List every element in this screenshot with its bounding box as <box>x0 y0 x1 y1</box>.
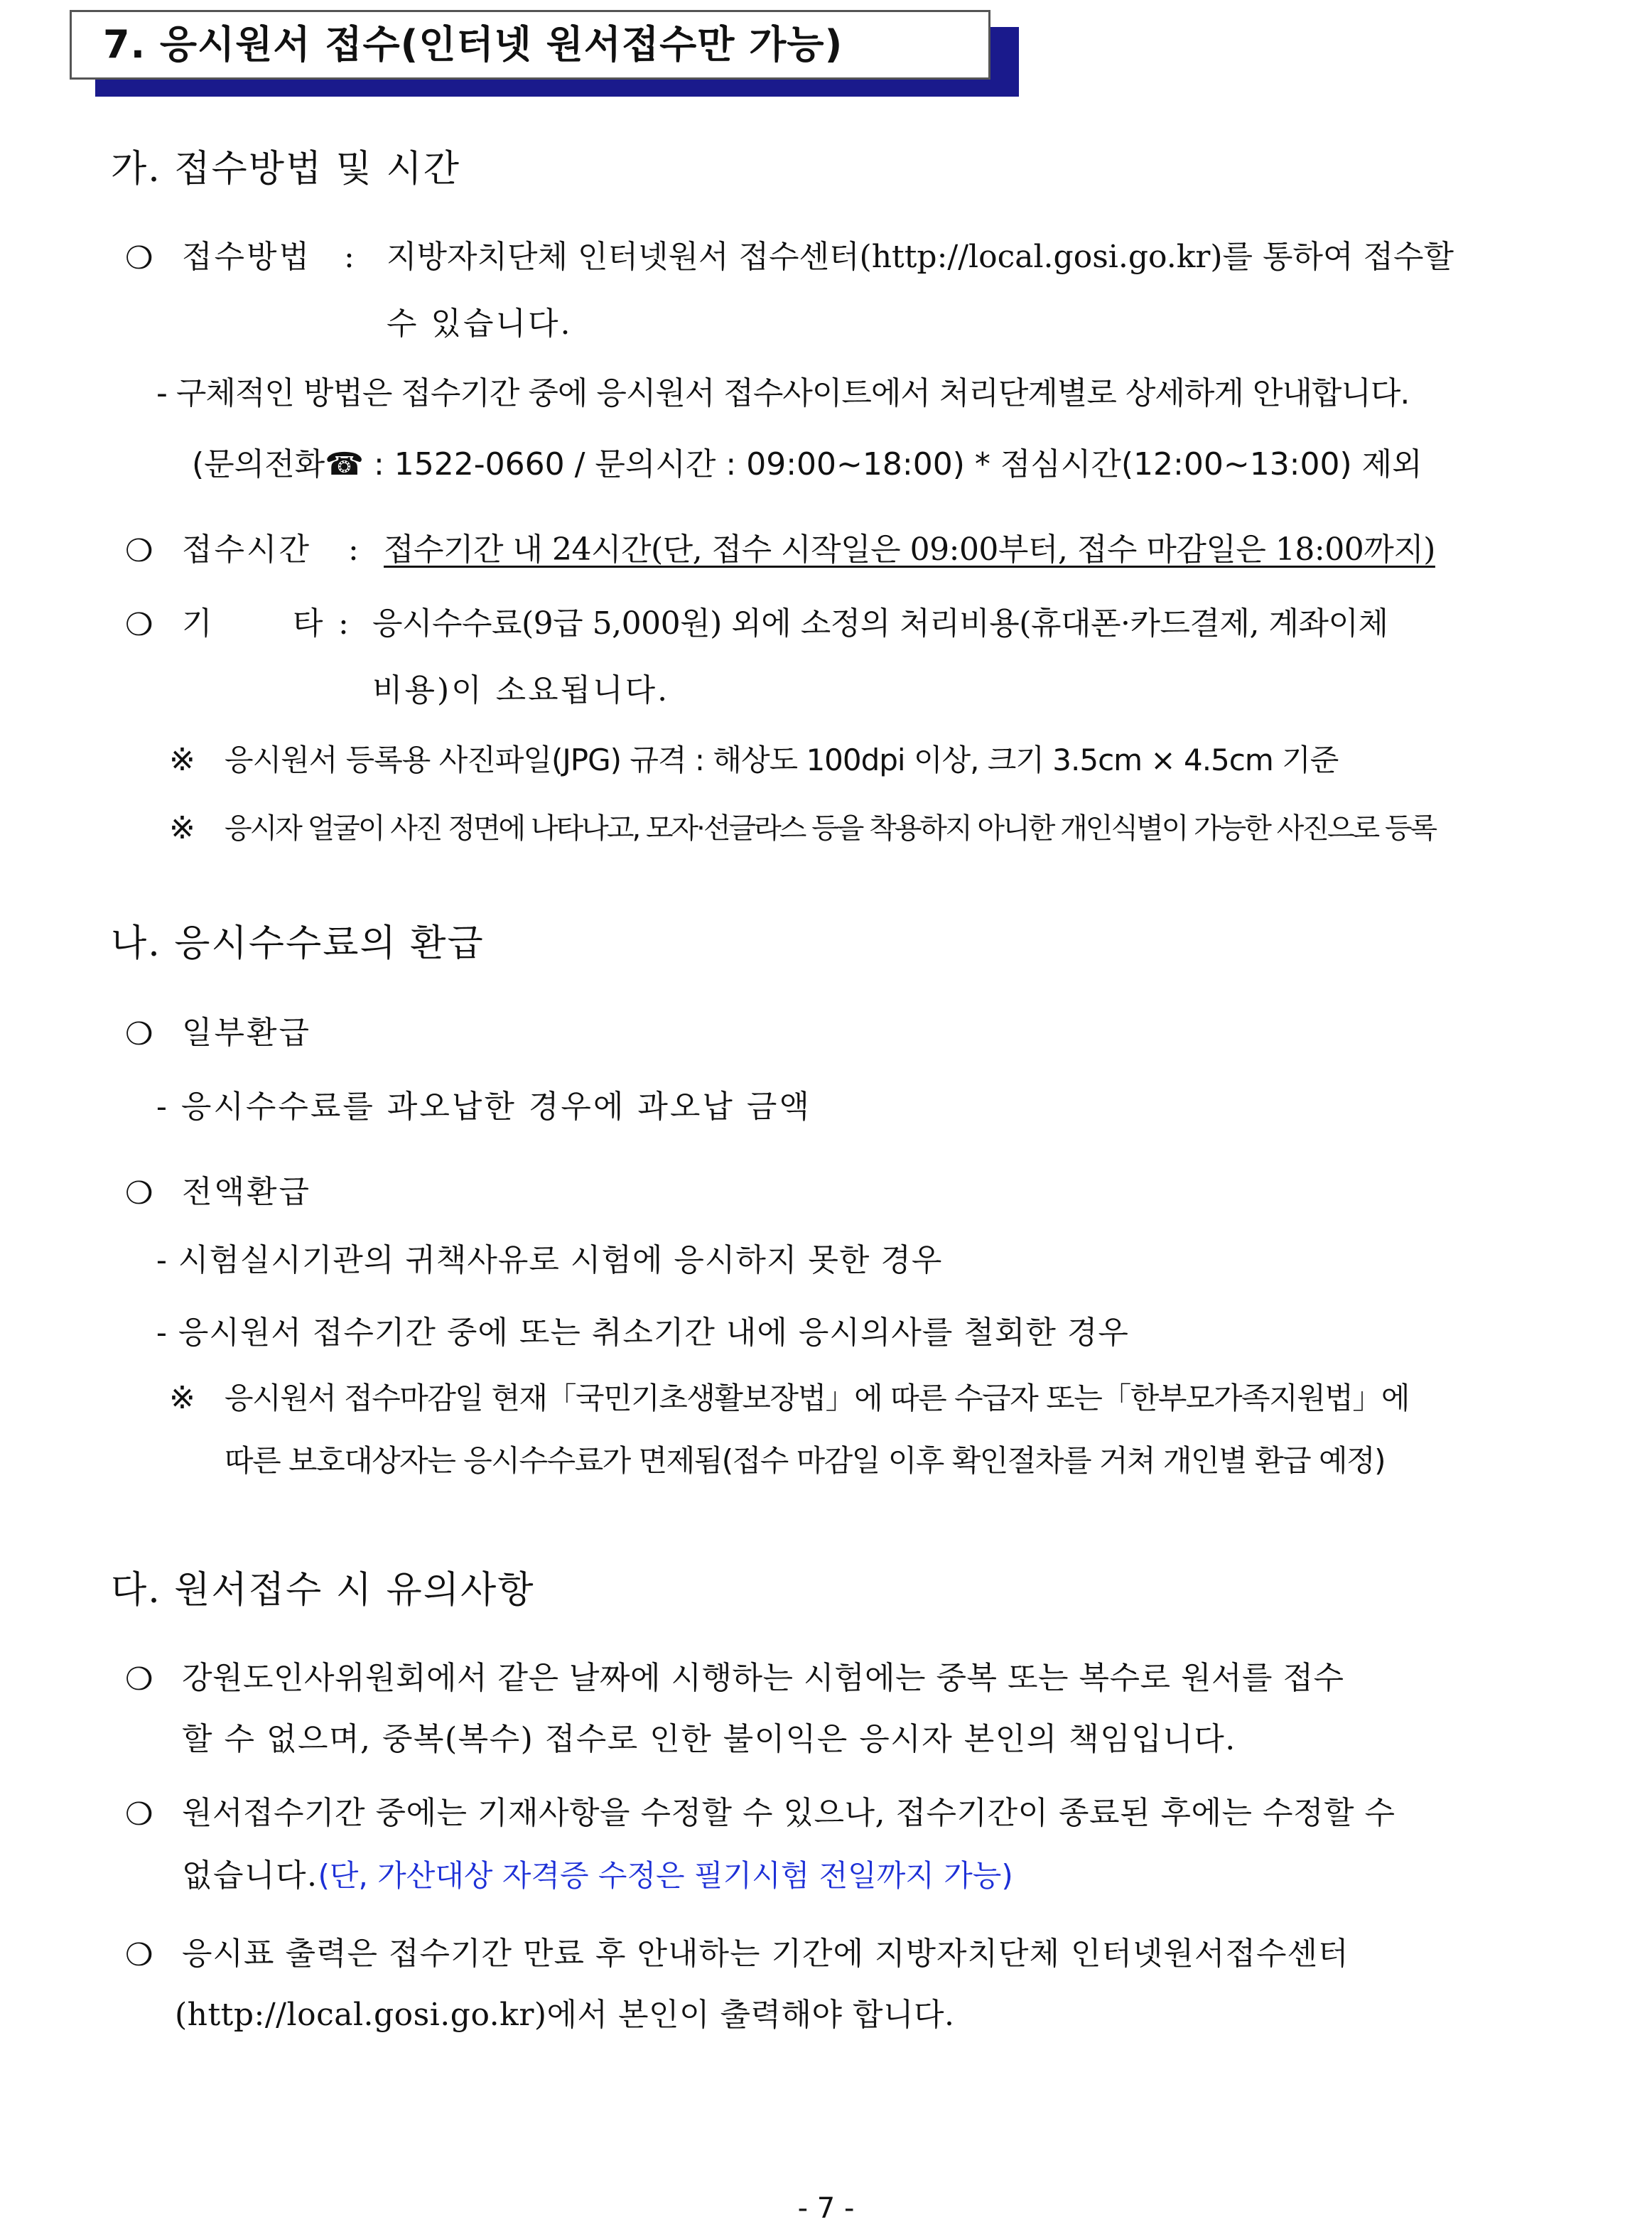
caution-item-3-line2: (http://local.gosi.go.kr)에서 본인이 출력해야 합니다. <box>175 1997 955 2033</box>
bullet-icon: ❍ <box>125 533 153 569</box>
full-refund-title: 전액환급 <box>182 1174 312 1210</box>
caution-item-2-line1: 원서접수기간 중에는 기재사항을 수정할 수 있으나, 접수기간이 종료된 후에는 수정할 수 <box>182 1795 1395 1831</box>
method-text-line2: 수 있습니다. <box>387 306 573 342</box>
caution-item-2-text: 없습니다. <box>182 1857 318 1894</box>
heading-ga: 가. 접수방법 및 시간 <box>111 148 460 190</box>
photo-rule-note: 응시자 얼굴이 사진 정면에 나타나고, 모자·선글라스 등을 착용하지 아니한 개인식별이 가능한 사진으로 등록 <box>225 812 1436 845</box>
photo-spec-note: 응시원서 등록용 사진파일(JPG) 규격 : 해상도 100dpi 이상, 크기 3.5cm × 4.5cm 기준 <box>225 743 1339 777</box>
time-value: 접수기간 내 24시간(단, 접수 시작일은 09:00부터, 접수 마감일은 18:00까지) <box>384 532 1435 568</box>
contact-hours: : 1522-0660 / 문의시간 : 09:00~18:00) * 점심시간(12:00~13:00) 제외 <box>364 446 1422 482</box>
time-colon: : <box>348 532 359 568</box>
time-label: 접수시간 <box>182 532 312 568</box>
etc-text-line2: 비용)이 소요됩니다. <box>372 672 670 708</box>
note-icon: ※ <box>169 810 195 846</box>
partial-refund-title: 일부환급 <box>182 1015 312 1051</box>
bullet-icon: ❍ <box>125 1661 153 1698</box>
bullet-icon: ❍ <box>125 607 153 643</box>
bullet-icon: ❍ <box>125 1175 153 1212</box>
partial-refund-item: - 응시수수료를 과오납한 경우에 과오납 금액 <box>156 1089 811 1125</box>
method-text-line1 <box>387 237 1587 277</box>
full-refund-item-1: - 시험실시기관의 귀책사유로 시험에 응시하지 못한 경우 <box>156 1242 943 1278</box>
caution-item-1-line1: 강원도인사위원회에서 같은 날짜에 시행하는 시험에는 중복 또는 복수로 원서를 접수 <box>182 1660 1344 1696</box>
page-number: - 7 - <box>797 2192 855 2225</box>
heading-da: 다. 원서접수 시 유의사항 <box>111 1569 535 1612</box>
method-label: 접수방법 <box>182 239 312 275</box>
contact-prefix: (문의전화 <box>192 446 325 482</box>
caution-item-2-line2 <box>182 1856 1013 1896</box>
bullet-icon: ❍ <box>125 240 153 276</box>
method-detail: - 구체적인 방법은 접수기간 중에 응시원서 접수사이트에서 처리단계별로 상세하게 안내합니다. <box>156 375 1410 411</box>
exemption-note-line2: 따른 보호대상자는 응시수수료가 면제됨(접수 마감일 이후 확인절차를 거쳐 개인별 환급 예정) <box>225 1443 1386 1478</box>
caution-item-2-highlight: (단, 가산대상 자격증 수정은 필기시험 전일까지 가능) <box>318 1858 1013 1893</box>
note-icon: ※ <box>169 742 195 778</box>
caution-item-1-line2: 할 수 없으며, 중복(복수) 접수로 인한 불이익은 응시자 본인의 책임입니다. <box>182 1721 1236 1757</box>
bullet-icon: ❍ <box>125 1796 153 1833</box>
etc-label-1: 기 <box>182 605 212 642</box>
bullet-icon: ❍ <box>125 1937 153 1973</box>
etc-label-2: 타 <box>293 605 323 642</box>
method-text: 지방자치단체 인터넷원서 접수센터(http://local.gosi.go.kr)를 통하여 접수할 <box>387 239 1454 275</box>
section-title: 7. 응시원서 접수(인터넷 원서접수만 가능) <box>70 10 990 80</box>
exemption-note-line1: 응시원서 접수마감일 현재「국민기초생활보장법」에 따른 수급자 또는「한부모가족지원법」에 <box>225 1381 1409 1415</box>
heading-na: 나. 응시수수료의 환급 <box>111 922 485 965</box>
bullet-icon: ❍ <box>125 1016 153 1052</box>
section-title-box <box>70 10 1022 99</box>
phone-icon: ☎ <box>325 446 364 482</box>
note-icon: ※ <box>169 1380 195 1416</box>
caution-item-3-line1: 응시표 출력은 접수기간 만료 후 안내하는 기간에 지방자치단체 인터넷원서접수센터 <box>182 1936 1349 1972</box>
etc-colon: : <box>338 605 349 642</box>
etc-text-line1: 응시수수료(9급 5,000원) 외에 소정의 처리비용(휴대폰·카드결제, 계좌이체 <box>372 605 1388 642</box>
method-colon: : <box>344 239 355 275</box>
full-refund-item-2: - 응시원서 접수기간 중에 또는 취소기간 내에 응시의사를 철회한 경우 <box>156 1315 1129 1351</box>
contact-info <box>192 445 1422 485</box>
